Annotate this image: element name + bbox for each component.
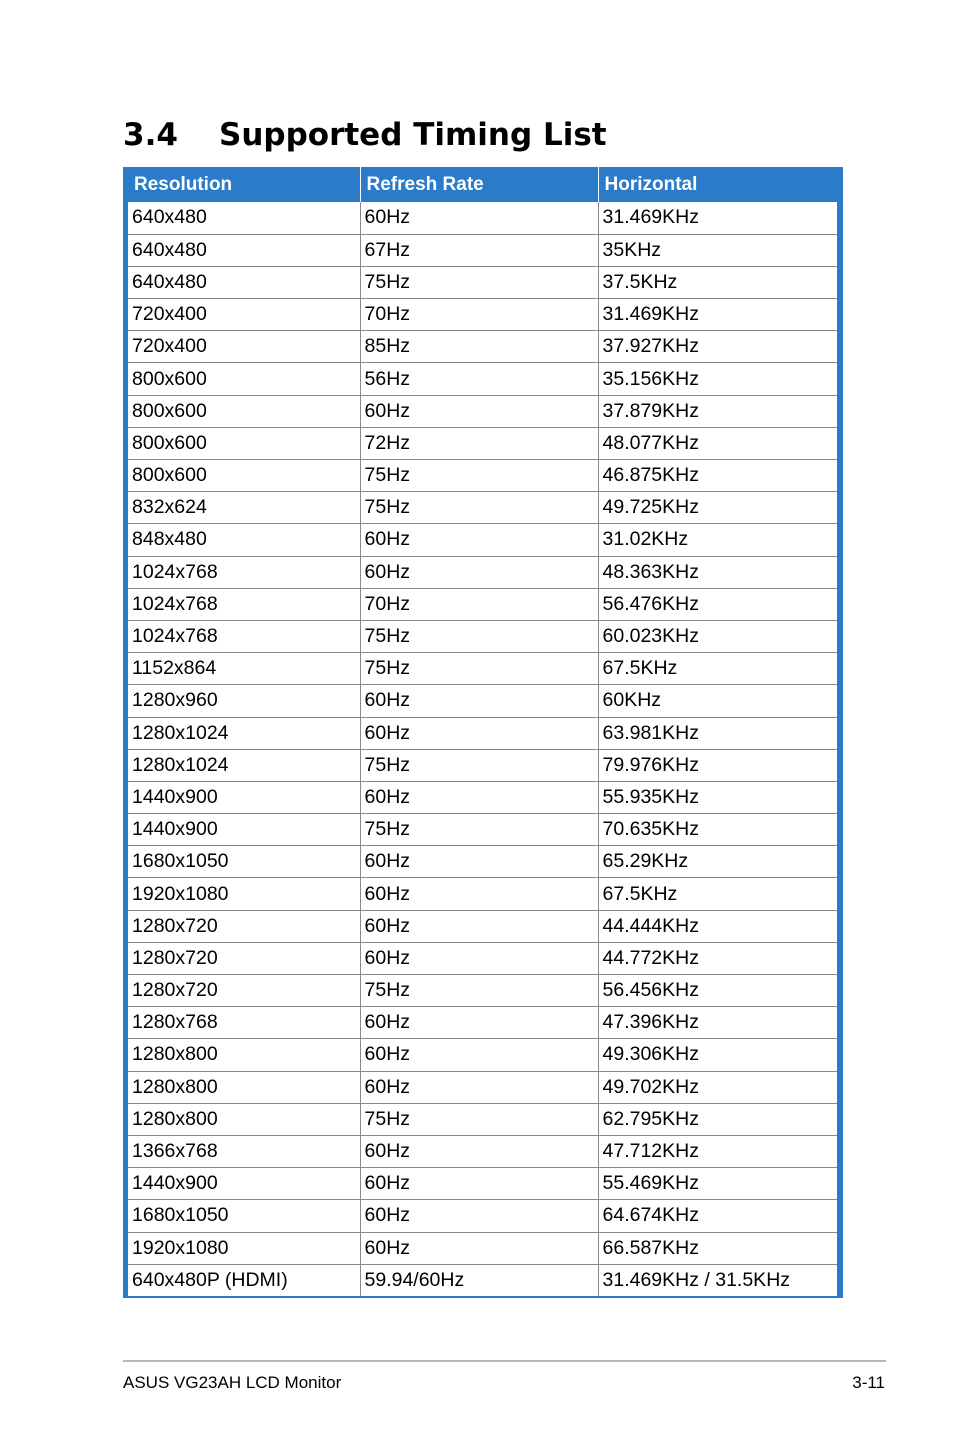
cell-refresh-rate: 75Hz [360,749,598,781]
cell-horizontal: 31.02KHz [598,524,837,556]
section-heading [123,112,607,158]
cell-refresh-rate: 60Hz [360,1135,598,1167]
cell-horizontal: 48.077KHz [598,427,837,459]
cell-resolution: 1440x900 [128,814,360,846]
table-row [128,653,837,685]
cell-resolution: 1280x1024 [128,717,360,749]
table-row [128,1200,837,1232]
cell-refresh-rate: 60Hz [360,1232,598,1264]
cell-refresh-rate: 60Hz [360,1168,598,1200]
table-row [128,524,837,556]
cell-horizontal: 37.5KHz [598,266,837,298]
cell-resolution: 1280x800 [128,1103,360,1135]
cell-resolution: 1024x768 [128,588,360,620]
cell-horizontal: 37.927KHz [598,331,837,363]
cell-horizontal: 60.023KHz [598,620,837,652]
cell-horizontal: 67.5KHz [598,878,837,910]
cell-horizontal: 44.772KHz [598,942,837,974]
cell-horizontal: 31.469KHz [598,202,837,234]
cell-resolution: 720x400 [128,299,360,331]
cell-refresh-rate: 60Hz [360,202,598,234]
cell-refresh-rate: 60Hz [360,556,598,588]
table-row [128,1007,837,1039]
cell-resolution: 1440x900 [128,1168,360,1200]
table-row [128,331,837,363]
table-row [128,620,837,652]
cell-refresh-rate: 60Hz [360,1071,598,1103]
cell-horizontal: 55.469KHz [598,1168,837,1200]
cell-refresh-rate: 60Hz [360,685,598,717]
cell-resolution: 1280x768 [128,1007,360,1039]
cell-resolution: 640x480P (HDMI) [128,1264,360,1296]
table-row [128,975,837,1007]
cell-resolution: 1280x1024 [128,749,360,781]
table-row [128,1232,837,1264]
table-row [128,814,837,846]
cell-refresh-rate: 60Hz [360,910,598,942]
cell-horizontal: 46.875KHz [598,460,837,492]
cell-resolution: 1024x768 [128,556,360,588]
cell-resolution: 1280x800 [128,1071,360,1103]
cell-resolution: 720x400 [128,331,360,363]
timing-table [128,167,837,1296]
cell-refresh-rate: 60Hz [360,395,598,427]
table-row [128,1168,837,1200]
cell-resolution: 1024x768 [128,620,360,652]
cell-refresh-rate: 60Hz [360,781,598,813]
cell-horizontal: 44.444KHz [598,910,837,942]
cell-resolution: 640x480 [128,234,360,266]
cell-refresh-rate: 59.94/60Hz [360,1264,598,1296]
table-row [128,363,837,395]
cell-resolution: 1920x1080 [128,878,360,910]
cell-horizontal: 47.396KHz [598,1007,837,1039]
cell-refresh-rate: 60Hz [360,717,598,749]
section-number: 3.4 [123,117,178,153]
cell-refresh-rate: 60Hz [360,1039,598,1071]
cell-refresh-rate: 75Hz [360,975,598,1007]
table-row [128,910,837,942]
cell-resolution: 800x600 [128,427,360,459]
cell-horizontal: 37.879KHz [598,395,837,427]
cell-horizontal: 66.587KHz [598,1232,837,1264]
cell-resolution: 1280x960 [128,685,360,717]
cell-horizontal: 64.674KHz [598,1200,837,1232]
table-row [128,846,837,878]
cell-horizontal: 49.306KHz [598,1039,837,1071]
cell-refresh-rate: 75Hz [360,266,598,298]
cell-refresh-rate: 72Hz [360,427,598,459]
table-row [128,427,837,459]
cell-resolution: 1680x1050 [128,846,360,878]
column-header-horizontal: Horizontal [598,167,837,202]
table-row [128,717,837,749]
footer-product-name: ASUS VG23AH LCD Monitor [123,1373,342,1392]
cell-refresh-rate: 60Hz [360,1200,598,1232]
cell-refresh-rate: 70Hz [360,299,598,331]
cell-resolution: 800x600 [128,460,360,492]
table-row [128,1103,837,1135]
cell-refresh-rate: 75Hz [360,814,598,846]
cell-horizontal: 49.702KHz [598,1071,837,1103]
cell-resolution: 1920x1080 [128,1232,360,1264]
cell-horizontal: 49.725KHz [598,492,837,524]
table-row [128,492,837,524]
column-header-refresh-rate: Refresh Rate [360,167,598,202]
cell-resolution: 848x480 [128,524,360,556]
table-row [128,266,837,298]
cell-horizontal: 63.981KHz [598,717,837,749]
table-row [128,781,837,813]
cell-horizontal: 70.635KHz [598,814,837,846]
table-row [128,749,837,781]
timing-table-frame [123,167,843,1298]
table-row [128,460,837,492]
column-header-resolution: Resolution [128,167,360,202]
section-title: Supported Timing List [219,117,607,153]
timing-table-body [128,202,837,1296]
cell-refresh-rate: 60Hz [360,942,598,974]
table-row [128,556,837,588]
table-row [128,588,837,620]
table-row [128,1264,837,1296]
cell-resolution: 640x480 [128,202,360,234]
cell-refresh-rate: 70Hz [360,588,598,620]
cell-refresh-rate: 75Hz [360,460,598,492]
table-row [128,1135,837,1167]
footer-page-number: 3-11 [852,1373,885,1392]
cell-refresh-rate: 60Hz [360,878,598,910]
cell-refresh-rate: 60Hz [360,1007,598,1039]
cell-horizontal: 31.469KHz / 31.5KHz [598,1264,837,1296]
cell-resolution: 1280x720 [128,975,360,1007]
table-row [128,234,837,266]
cell-horizontal: 56.476KHz [598,588,837,620]
table-header-row [128,167,837,202]
cell-resolution: 1680x1050 [128,1200,360,1232]
cell-horizontal: 47.712KHz [598,1135,837,1167]
table-row [128,299,837,331]
cell-resolution: 1280x720 [128,910,360,942]
cell-refresh-rate: 60Hz [360,524,598,556]
cell-horizontal: 35KHz [598,234,837,266]
cell-horizontal: 65.29KHz [598,846,837,878]
table-row [128,878,837,910]
cell-horizontal: 79.976KHz [598,749,837,781]
cell-refresh-rate: 75Hz [360,620,598,652]
cell-resolution: 1366x768 [128,1135,360,1167]
cell-horizontal: 35.156KHz [598,363,837,395]
cell-resolution: 1440x900 [128,781,360,813]
cell-refresh-rate: 75Hz [360,653,598,685]
cell-resolution: 832x624 [128,492,360,524]
cell-resolution: 800x600 [128,363,360,395]
cell-refresh-rate: 85Hz [360,331,598,363]
cell-resolution: 1152x864 [128,653,360,685]
cell-horizontal: 62.795KHz [598,1103,837,1135]
cell-horizontal: 60KHz [598,685,837,717]
table-row [128,942,837,974]
cell-horizontal: 67.5KHz [598,653,837,685]
table-row [128,202,837,234]
cell-refresh-rate: 75Hz [360,1103,598,1135]
cell-resolution: 1280x800 [128,1039,360,1071]
cell-resolution: 800x600 [128,395,360,427]
table-row [128,1039,837,1071]
cell-horizontal: 48.363KHz [598,556,837,588]
cell-horizontal: 31.469KHz [598,299,837,331]
table-row [128,395,837,427]
table-row [128,685,837,717]
cell-resolution: 1280x720 [128,942,360,974]
cell-resolution: 640x480 [128,266,360,298]
cell-refresh-rate: 56Hz [360,363,598,395]
cell-horizontal: 56.456KHz [598,975,837,1007]
footer-divider [123,1360,886,1362]
table-row [128,1071,837,1103]
cell-refresh-rate: 67Hz [360,234,598,266]
cell-horizontal: 55.935KHz [598,781,837,813]
cell-refresh-rate: 75Hz [360,492,598,524]
cell-refresh-rate: 60Hz [360,846,598,878]
